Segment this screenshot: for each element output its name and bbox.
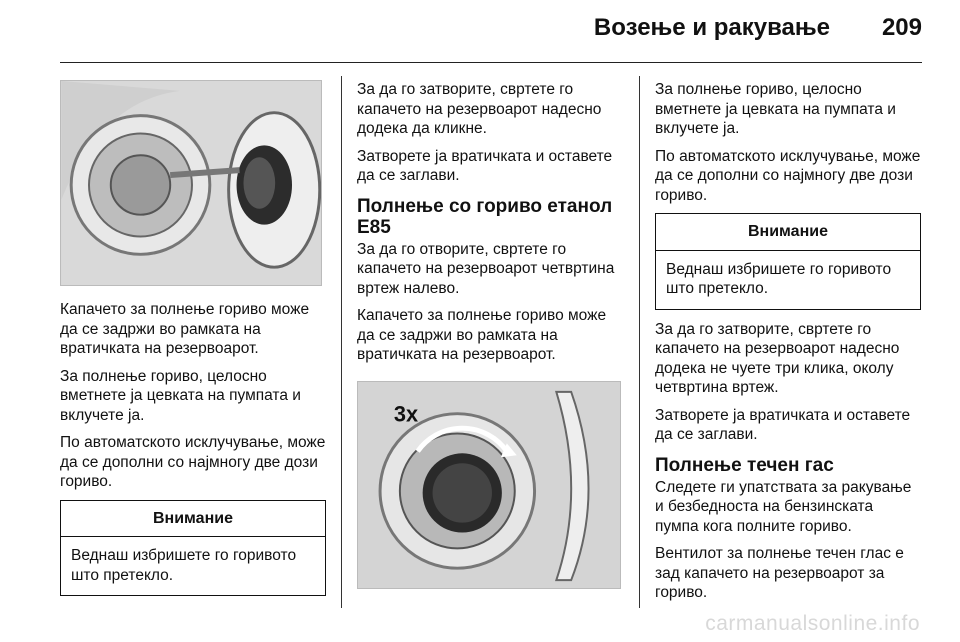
- paragraph: Вентилот за полнење течен глас е зад капачето на резервоарот за гориво.: [655, 545, 904, 601]
- notice-title: Внимание: [656, 214, 920, 251]
- e85-cap-illustration: [358, 382, 620, 588]
- paragraph: Следете ги упатствата за ракување и безбедноста на бензинската пумпа кога полните гориво.: [655, 478, 912, 535]
- paragraph: За полнење гориво, целосно вметнете ја цевката на пумпата и вклучете ја.: [655, 81, 896, 137]
- fuel-cap-holder-photo: [60, 80, 322, 286]
- paragraph: За да го затворите, свртете го капачето на резервоарот надесно додека да кликне.: [357, 81, 602, 137]
- paragraph: Затворете ја вратичката и оставете да се заглави.: [655, 406, 911, 443]
- watermark: carmanualsonline.info: [705, 612, 920, 635]
- paragraph: Капачето за полнење гориво може да се задржи во рамката на вратичката на резервоарот.: [60, 301, 310, 357]
- column-1: [60, 80, 326, 606]
- notice-title: Внимание: [61, 501, 325, 538]
- header-rule: [60, 62, 922, 63]
- page-header-title: Возење и ракување: [593, 14, 830, 41]
- page-number: 209: [881, 14, 922, 41]
- paragraph: За полнење гориво, целосно вметнете ја цевката на пумпата и вклучете ја.: [60, 367, 301, 424]
- fuel-door-illustration: [61, 81, 321, 285]
- column-2: [357, 80, 627, 589]
- column-divider-1: [341, 76, 342, 608]
- turn-count-label: 3x: [393, 401, 419, 427]
- column-3: [655, 80, 921, 611]
- paragraph: Затворете ја вратичката и оставете да се заглави.: [357, 147, 613, 184]
- paragraph: Капачето за полнење гориво може да се задржи во рамката на вратичката на резервоарот.: [357, 307, 607, 363]
- column-divider-2: [639, 76, 640, 608]
- warning-notice: [60, 500, 326, 597]
- notice-body: Веднаш избришете го горивото што претекло.: [71, 547, 297, 584]
- section-heading: Полнење со гориво етанол Е85: [357, 195, 613, 238]
- warning-notice: [655, 213, 921, 310]
- paragraph: По автоматското исклучување, може да се дополни со најмногу две дози гориво.: [60, 434, 326, 490]
- section-heading: Полнење течен гас: [655, 454, 834, 476]
- e85-fuel-cap-photo: [357, 381, 621, 589]
- notice-body: Веднаш избришете го горивото што претекло.: [666, 260, 892, 297]
- paragraph: За да го отворите, свртете го капачето на резервоарот четвртина вртеж налево.: [357, 240, 615, 297]
- paragraph: По автоматското исклучување, може да се дополни со најмногу две дози гориво.: [655, 147, 921, 204]
- paragraph: За да го затворите, свртете го капачето на резервоарот надесно додека не чуете три клика, околу четвртина вртеж.: [655, 320, 900, 396]
